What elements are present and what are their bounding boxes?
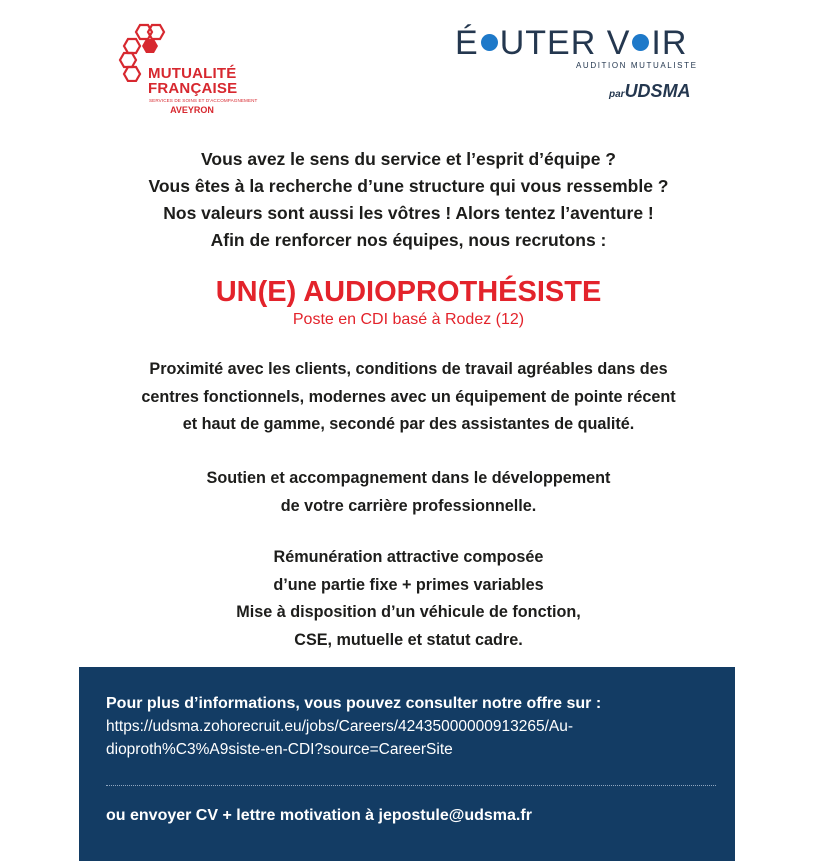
mutualite-francaise-logo bbox=[118, 22, 258, 122]
offer-link-line[interactable]: https://udsma.zohorecruit.eu/jobs/Careers/42435000000913265/Au- bbox=[106, 718, 574, 735]
benefit-line: et haut de gamme, secondé par des assistantes de qualité. bbox=[182, 415, 635, 433]
benefits-paragraph-2 bbox=[0, 465, 817, 520]
logo-text-francaise: FRANÇAISE bbox=[148, 80, 238, 97]
contact-email-text[interactable]: ou envoyer CV + lettre motivation à jepostule@udsma.fr bbox=[106, 807, 532, 824]
udsma-brand bbox=[609, 81, 691, 102]
benefit-line: d’une partie fixe + primes variables bbox=[273, 575, 544, 594]
ecouter-voir-subtitle: AUDITION MUTUALISTE bbox=[576, 61, 698, 70]
footer-heading: Pour plus d’informations, vous pouvez consulter notre offre sur : bbox=[106, 695, 602, 712]
wordmark-part-1: É bbox=[455, 24, 479, 62]
logo-text-mutualite: MUTUALITÉ bbox=[148, 65, 237, 82]
benefits-paragraph-1 bbox=[0, 356, 817, 439]
job-title: UN(E) AUDIOPROTHÉSISTE bbox=[215, 276, 602, 308]
job-location: Poste en CDI basé à Rodez (12) bbox=[292, 311, 525, 328]
offer-link-line[interactable]: dioproth%C3%A9siste-en-CDI?source=CareerSite bbox=[106, 741, 453, 758]
par-label: par bbox=[609, 89, 625, 100]
blue-dot-icon bbox=[632, 34, 649, 51]
benefits-paragraph-3 bbox=[0, 544, 817, 654]
ecouter-voir-logo bbox=[455, 24, 705, 104]
udsma-label: UDSMA bbox=[624, 81, 691, 101]
dotted-divider bbox=[106, 785, 716, 786]
benefit-line: de votre carrière professionnelle. bbox=[280, 496, 537, 515]
benefit-line: CSE, mutuelle et statut cadre. bbox=[294, 630, 523, 649]
blue-dot-icon bbox=[481, 34, 498, 51]
ecouter-voir-wordmark bbox=[455, 24, 687, 62]
intro-line: Afin de renforcer nos équipes, nous recrutons : bbox=[210, 230, 607, 250]
benefit-line: Proximité avec les clients, conditions de travail agréables dans des bbox=[149, 360, 668, 378]
benefit-line: centres fonctionnels, modernes avec un équipement de pointe récent bbox=[141, 387, 676, 406]
wordmark-part-3: IR bbox=[651, 24, 688, 62]
intro-line: Nos valeurs sont aussi les vôtres ! Alors tentez l’aventure ! bbox=[163, 203, 654, 223]
wordmark-part-2: UTER V bbox=[499, 24, 631, 62]
intro-line: Vous avez le sens du service et l’esprit d’équipe ? bbox=[201, 149, 616, 169]
contact-footer bbox=[79, 667, 735, 861]
benefit-line: Soutien et accompagnement dans le développement bbox=[206, 469, 611, 487]
benefit-line: Mise à disposition d’un véhicule de fonction, bbox=[236, 603, 581, 621]
logo-region: AVEYRON bbox=[170, 105, 214, 115]
intro-text bbox=[0, 146, 817, 254]
offer-link[interactable] bbox=[106, 715, 716, 761]
logo-subtitle: SERVICES DE SOINS ET D'ACCOMPAGNEMENT bbox=[149, 98, 258, 103]
benefit-line: Rémunération attractive composée bbox=[273, 548, 544, 566]
intro-line: Vous êtes à la recherche d’une structure qui vous ressemble ? bbox=[148, 176, 669, 196]
